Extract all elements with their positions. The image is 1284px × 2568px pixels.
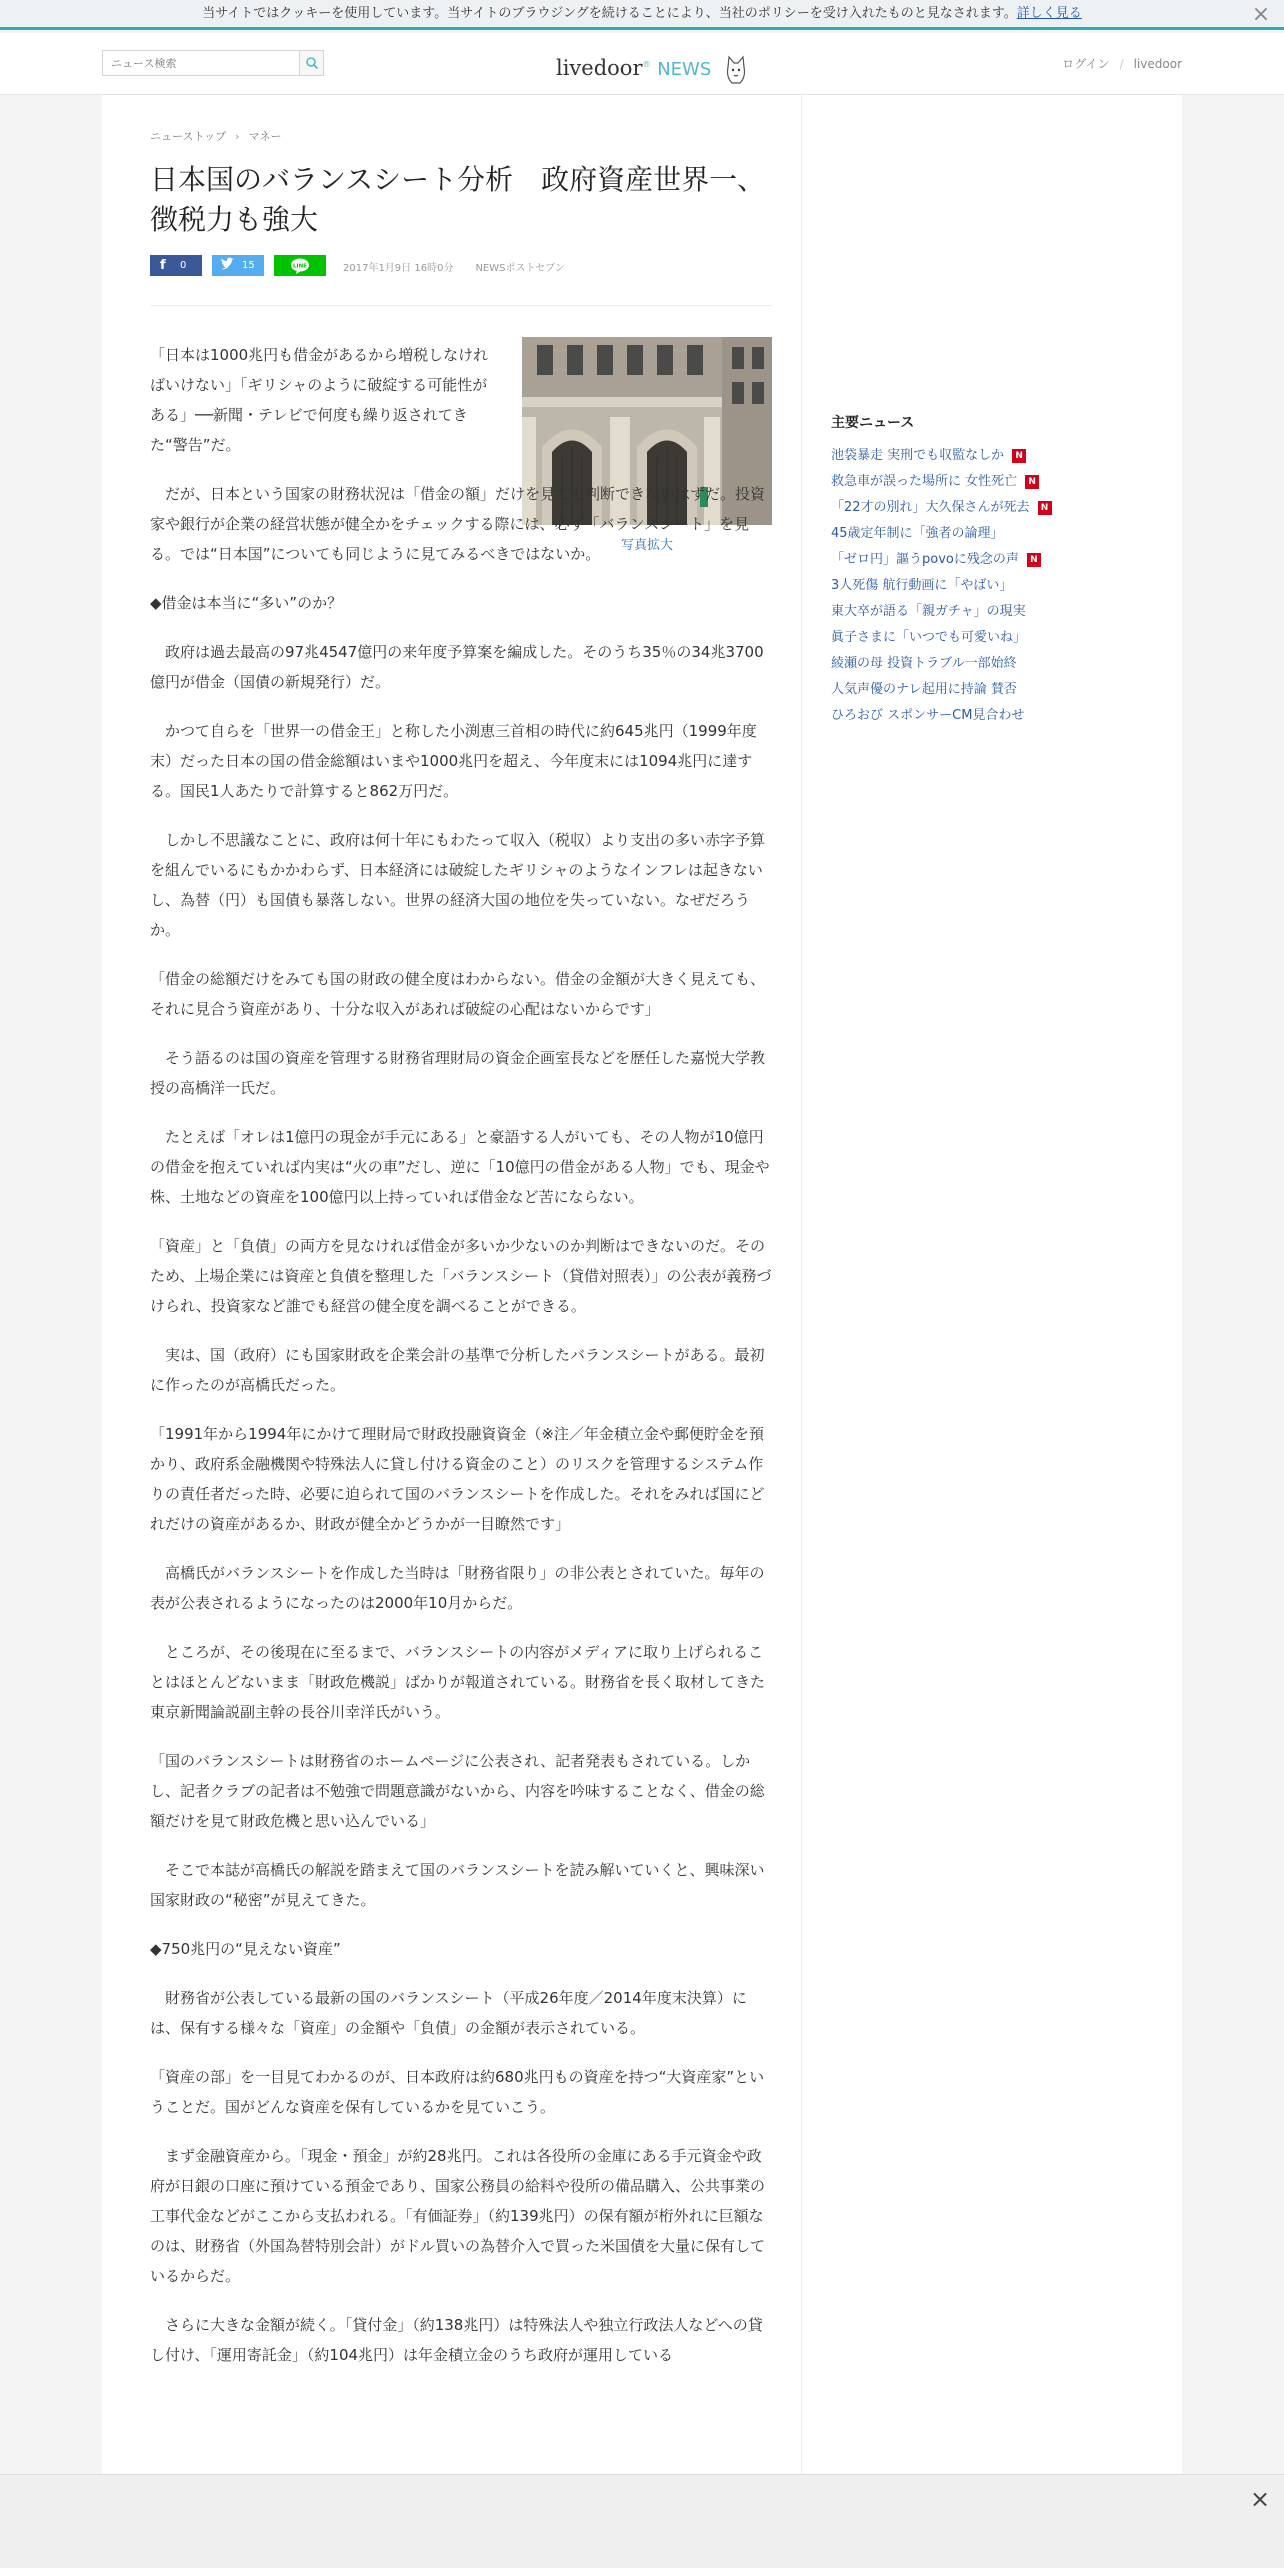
paragraph: 「1991年から1994年にかけて理財局で財政投融資資金（※注／年金積立金や郵便貯金を預かり、政府系金融機関や特殊法人に貸し付ける資金のこと）のリスクを管理するシステム作りの責任者だった時、必要に迫られて国のバランスシートを作成した。それをみれば国にどれだけの資産があるか、財政が健全かどうかが一目瞭然です」 [150, 1425, 765, 1533]
livedoor-link[interactable]: livedoor [1133, 57, 1182, 71]
paragraph: かつて自らを「世界一の借金王」と称した小渕恵三首相の時代に約645兆円（1999年度末）だった日本の国の借金総額はいまや1000兆円を超え、今年度末には1094兆円に達する。国民1人あたりで計算すると862万円だ。 [150, 722, 757, 800]
breadcrumb [150, 128, 282, 144]
header-links: ログイン / livedoor [1062, 57, 1182, 71]
paragraph: 「借金の総額だけをみても国の財政の健全度はわからない。借金の金額が大きく見えても、それに見合う資産があり、十分な収入があれば破綻の心配はないからです」 [150, 970, 766, 1018]
top-news-list [831, 443, 1052, 729]
news-item-label[interactable]: 45歳定年制に「強者の論理」 [831, 526, 1004, 541]
article-source[interactable]: NEWSポストセブン [475, 263, 565, 274]
cookie-text: 当サイトではクッキーを使用しています。当サイトのブラウジングを続けることにより、当社のポリシーを受け入れたものと見なされます。 [202, 6, 1017, 21]
column-divider [801, 95, 802, 2568]
news-item-label[interactable]: 東大卒が語る「親ガチャ」の現実 [831, 604, 1026, 619]
twitter-share-button[interactable] [212, 255, 264, 276]
news-item[interactable] [831, 625, 1052, 651]
news-item[interactable] [831, 703, 1052, 729]
paragraph: 「資産の部」を一目見てわかるのが、日本政府は約680兆円もの資産を持つ“大資産家”ということだ。国がどんな資産を保有しているかを見ていこう。 [150, 2068, 765, 2116]
paragraph: 「国のバランスシートは財務省のホームページに公表され、記者発表もされている。しかし、記者クラブの記者は不勉強で問題意識がないから、内容を吟味することなく、借金の総額だけを見て財政危機と思い込んでいる」 [150, 1752, 765, 1830]
article-body [150, 340, 772, 2389]
divider [150, 305, 772, 306]
article-title: 日本国のバランスシート分析 政府資産世界一、徴税力も強大 [150, 163, 766, 236]
news-item-label[interactable]: 「22才の別れ」大久保さんが死去 [831, 500, 1030, 515]
paragraph: 財務省が公表している最新の国のバランスシート（平成26年度／2014年度末決算）には、保有する様々な「資産」の金額や「負債」の金額が表示されている。 [150, 1989, 747, 2037]
news-item[interactable] [831, 495, 1052, 521]
news-item-label[interactable]: 救急車が誤った場所に 女性死亡 [831, 474, 1018, 489]
paragraph: しかし不思議なことに、政府は何十年にもわたって収入（税収）より支出の多い赤字予算を組んでいるにもかかわらず、日本経済には破綻したギリシャのようなインフレは起きないし、為替（円）も国債も暴落しない。世界の経済大国の地位を失っていない。なぜだろうか。 [150, 831, 766, 939]
twitter-icon [220, 255, 234, 276]
sidebar-title: 主要ニュース [831, 415, 915, 431]
news-item[interactable] [831, 469, 1052, 495]
section-heading: ◆750兆円の“見えない資産” [150, 1940, 341, 1958]
news-item-label[interactable]: 池袋暴走 実刑でも収監なしか [831, 448, 1005, 463]
close-icon[interactable]: × [1249, 2485, 1271, 2513]
article-date: 2017年1月9日 16時0分 [343, 263, 454, 274]
article-meta [343, 259, 565, 274]
news-item-label[interactable]: 3人死傷 航行動画に「やばい」 [831, 578, 1013, 593]
paragraph: だが、日本という国家の財務状況は「借金の額」だけを見ても判断できないはずだ。投資家や銀行が企業の経営状態が健全かをチェックする際には、必ず「バランスシート」を見る。では“日本国”についても同じように見てみるべきではないか。 [150, 485, 766, 563]
paragraph: たとえば「オレは1億円の現金が手元にある」と豪語する人がいても、その人物が10億円の借金を抱えていれば内実は“火の車”だし、逆に「10億円の借金がある人物」でも、現金や株、土地などの資産を100億円以上持っていれば借金など苦にならない。 [150, 1128, 770, 1206]
news-item-label[interactable]: ひろおび スポンサーCM見合わせ [831, 708, 1025, 723]
twitter-count: 15 [242, 260, 255, 271]
new-badge: N [1012, 449, 1026, 463]
line-share-button[interactable] [274, 255, 326, 276]
news-item[interactable] [831, 677, 1052, 703]
news-item[interactable] [831, 547, 1052, 573]
paragraph: 高橋氏がバランスシートを作成した当時は「財務省限り」の非公表とされていた。毎年の表が公表されるようになったのは2000年10月からだ。 [150, 1564, 765, 1612]
close-icon[interactable]: × [1251, 2, 1271, 27]
search-box [102, 50, 324, 76]
chevron-right-icon: › [235, 130, 240, 143]
news-item[interactable] [831, 521, 1052, 547]
svg-text:LINE: LINE [293, 263, 307, 270]
paragraph: まず金融資産から。「現金・預金」が約28兆円。これは各役所の金庫にある手元資金や政府が日銀の口座に預けている預金であり、国家公務員の給料や役所の備品購入、公共事業の工事代金などがここから支払われる。「有価証券」（約139兆円）の保有額が桁外れに巨額なのは、財務省（外国為替特別会計）がドル買いの為替介入で買った米国債を大量に保有しているからだ。 [150, 2147, 766, 2285]
paragraph: さらに大きな金額が続く。「貸付金」（約138兆円）は特殊法人や独立行政法人などへの貸し付け、「運用寄託金」（約104兆円）は年金積立金のうち政府が運用している [150, 2316, 763, 2364]
paragraph: 「資産」と「負債」の両方を見なければ借金が多いか少ないのか判断はできないのだ。そのため、上場企業には資産と負債を整理した「バランスシート（貸借対照表）」の公表が義務づけられ、投資家など誰でも経営の健全度を調べることができる。 [150, 1237, 772, 1315]
line-icon [274, 255, 326, 276]
paragraph: そこで本誌が高橋氏の解説を踏まえて国のバランスシートを読み解いていくと、興味深い国家財政の“秘密”が見えてきた。 [150, 1861, 765, 1909]
new-badge: N [1027, 553, 1041, 567]
logo-news: NEWS [657, 59, 712, 80]
photo-enlarge-link[interactable]: 写真拡大 [620, 538, 673, 553]
site-header [0, 33, 1284, 95]
news-item[interactable] [831, 651, 1052, 677]
login-link[interactable]: ログイン [1062, 57, 1110, 71]
paragraph: 実は、国（政府）にも国家財政を企業会計の基準で分析したバランスシートがある。最初に作ったのが高橋氏だった。 [150, 1346, 765, 1394]
new-badge: N [1038, 501, 1052, 515]
paragraph: そう語るのは国の資産を管理する財務省理財局の資金企画室長などを歴任した嘉悦大学教授の高橋洋一氏だ。 [150, 1049, 766, 1097]
paragraph: ところが、その後現在に至るまで、バランスシートの内容がメディアに取り上げられることはほとんどないまま「財政危機説」ばかりが報道されている。財務省を長く取材してきた東京新聞論説副主幹の長谷川幸洋氏がいう。 [150, 1643, 766, 1721]
news-item-label[interactable]: 人気声優のナレ起用に持論 賛否 [831, 682, 1017, 697]
facebook-share-button[interactable] [150, 255, 202, 276]
facebook-count: 0 [180, 260, 187, 271]
paragraph: 政府は過去最高の97兆4547億円の来年度予算案を編成した。そのうち35％の34兆3700億円が借金（国債の新規発行）だ。 [150, 643, 764, 691]
search-icon [300, 51, 324, 75]
news-item[interactable] [831, 573, 1052, 599]
search-input[interactable] [103, 51, 299, 75]
news-item-label[interactable]: 「ゼロ円」謳うpovoに残念の声 [831, 552, 1019, 567]
news-item[interactable] [831, 443, 1052, 469]
section-heading: ◆借金は本当に“多い”のか？ [150, 594, 343, 612]
search-button[interactable] [299, 51, 323, 75]
new-badge: N [1025, 475, 1039, 489]
news-item[interactable] [831, 599, 1052, 625]
news-item-label[interactable]: 眞子さまに「いつでも可愛いね」 [831, 630, 1027, 645]
breadcrumb-item-top[interactable]: ニューストップ [150, 130, 227, 143]
bottom-ad-overlay [0, 2474, 1284, 2568]
cookie-details-link[interactable]: 詳しく見る [1016, 6, 1082, 21]
logo-cat-icon [724, 53, 748, 87]
paragraph: 「日本は1000兆円も借金があるから増税しなければいけない」「ギリシャのように破綻する可能性がある」──新聞・テレビで何度も繰り返されてきた“警告”だ。 [150, 346, 489, 454]
logo-main: livedoor [556, 56, 643, 80]
site-logo[interactable]: livedoor® NEWS [556, 47, 748, 83]
cookie-banner [0, 0, 1284, 30]
breadcrumb-item-money[interactable]: マネー [248, 130, 282, 143]
news-item-label[interactable]: 綾瀬の母 投資トラブル一部始終 [831, 656, 1017, 671]
facebook-icon: f [160, 258, 166, 273]
